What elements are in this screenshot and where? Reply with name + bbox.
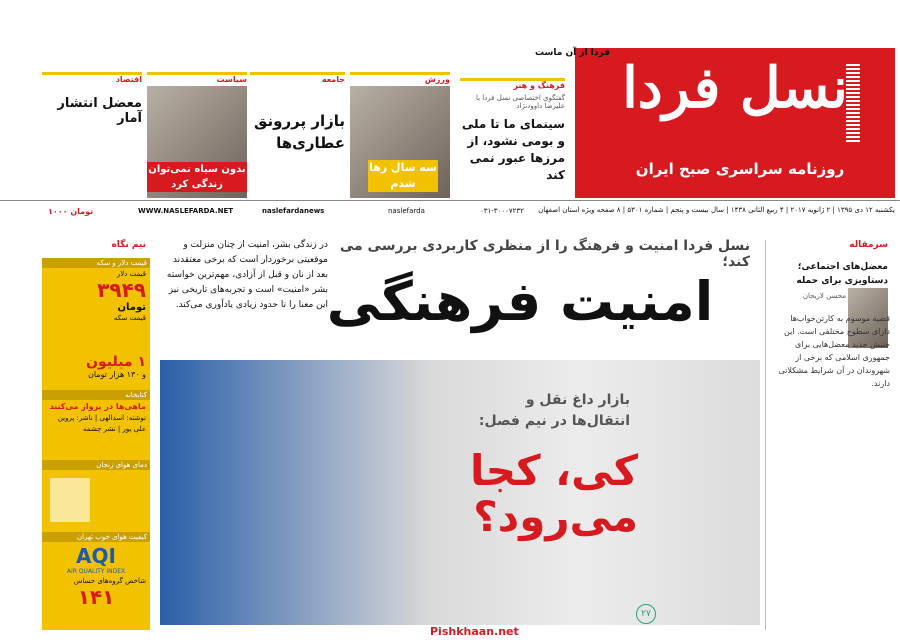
section-society <box>250 72 345 154</box>
section-politics <box>147 72 247 198</box>
currency-label: قیمت دلار و سکه <box>42 258 150 268</box>
aqi-label: AIR QUALITY INDEX <box>66 568 126 575</box>
dollar-unit: تومان <box>117 302 146 313</box>
politics-tag: سیاست <box>216 75 247 84</box>
social-handle-2[interactable]: naslefarda <box>388 207 425 215</box>
book-title: ماهی‌ها در پرواز می‌کنند <box>49 402 146 411</box>
social-handle[interactable]: naslefardanews <box>262 207 325 215</box>
photo-headline: کی، کجا می‌رود؟ <box>470 446 638 541</box>
sport-tag: ورزش <box>424 75 450 84</box>
main-headline: امنیت فرهنگی <box>326 270 714 333</box>
book-label: کتابخانه <box>42 390 150 400</box>
left-column <box>42 240 150 630</box>
dollar-value: ۳۹۴۹ <box>97 278 146 302</box>
weather-box <box>42 460 150 532</box>
editorial-tag: سرمقاله <box>849 240 888 250</box>
book-box <box>42 390 150 460</box>
masthead-tagline: روزنامه سراسری صبح ایران <box>635 160 845 178</box>
section-sport <box>350 72 450 198</box>
coin-label: قیمت سکه <box>113 314 146 322</box>
left-tag: نیم نگاه <box>111 240 146 250</box>
divider <box>0 200 900 201</box>
weather-map-icon <box>50 478 90 522</box>
section-culture <box>460 78 565 184</box>
economy-tag: اقتصاد <box>115 75 142 84</box>
editorial-text: قضیه موسوم به کارتن‌خواب‌ها دارای سطوح مختلفی است. این جنبش جدید معضل‌هایی برای جمهوری اسلامی که برخی از شهروندان در آن شرایط مشکلاتی دارند. <box>778 314 890 388</box>
culture-title: سینمای ما تا ملی و بومی نشود، از مرزها عبور نمی کند <box>461 117 565 182</box>
aqi-caption: شاخص گروه‌های حساس <box>73 577 146 585</box>
photo-kicker: بازار داغ نقل و انتقال‌ها در نیم فصل: <box>478 392 630 429</box>
weather-label: دمای هوای زنجان <box>42 460 150 470</box>
aqi-value: ۱۴۱ <box>77 585 115 609</box>
watermark: Pishkhaan.net <box>430 625 519 638</box>
phone-number: ۰۳۱-۳۰۰۰۷۲۳۲ <box>480 207 524 215</box>
politics-caption: بدون سیاه نمی‌توان زندگی کرد <box>148 164 246 190</box>
air-label: کیفیت هوای خوب تهران <box>42 532 150 542</box>
coin-sub: و ۱۳۰ هزار تومان <box>87 370 146 379</box>
main-kicker: نسل فردا امنیت و فرهنگ را از منظری کاربردی بررسی می کند؛ <box>339 238 750 270</box>
dollar-label: قیمت دلار <box>116 270 146 278</box>
newspaper-logo: نسل فردا <box>622 55 848 121</box>
website-link[interactable]: WWW.NASLEFARDA.NET <box>138 207 234 215</box>
editorial-title: معضل‌های اجتماعی؛ دستاویزی برای حمله <box>796 262 888 286</box>
coin-box <box>42 354 150 390</box>
sport-caption: سه سال رها شدم <box>369 161 437 190</box>
culture-tag: فرهنگ و هنر <box>513 81 565 90</box>
editorial-author: محسن لاریجان <box>802 292 846 300</box>
society-tag: جامعه <box>321 75 345 84</box>
air-box <box>42 532 150 630</box>
culture-text: گفتگوی اختصاصی نسل فردا با علیرضا داوودنژاد <box>475 94 565 110</box>
currency-box <box>42 258 150 354</box>
section-economy <box>42 72 142 126</box>
book-sub: نوشته: اسدالهی | ناشر: پروین علی پور | نشر چشمه <box>57 414 146 433</box>
aqi-logo-icon: AQI <box>76 544 116 568</box>
editorial-column <box>765 240 896 630</box>
economy-title: معضل انتشار آمار <box>57 96 142 126</box>
page-ref-badge: ۲۷ <box>636 604 656 624</box>
masthead-slogan: فردا از آن ماست <box>535 48 610 58</box>
society-title: بازار پررونق عطاری‌ها <box>254 112 345 152</box>
main-lead: در زندگی بشر، امنیت از چنان منزلت و موقعیتی برخوردار است که برخی معتقدند بعد از نان و قبل از آزادی، مهم‌ترین خواسته بشر «امنیت» است و تجربه‌های تاریخی نیز این معنا را تا حدود زیادی یادآوری می‌کند. <box>166 240 328 310</box>
coin-value: ۱ میلیون <box>86 354 146 370</box>
price: ۱۰۰۰ تومان <box>48 207 94 216</box>
dateline: یکشنبه ۱۲ دی ۱۳۹۵ | ۲ ژانویه ۲۰۱۷ | ۴ ربیع الثانی ۱۴۳۸ | سال بیست و پنجم | شماره ۵۳۰۱ | ۸ صفحه ویژه استان اصفهان <box>538 206 895 214</box>
